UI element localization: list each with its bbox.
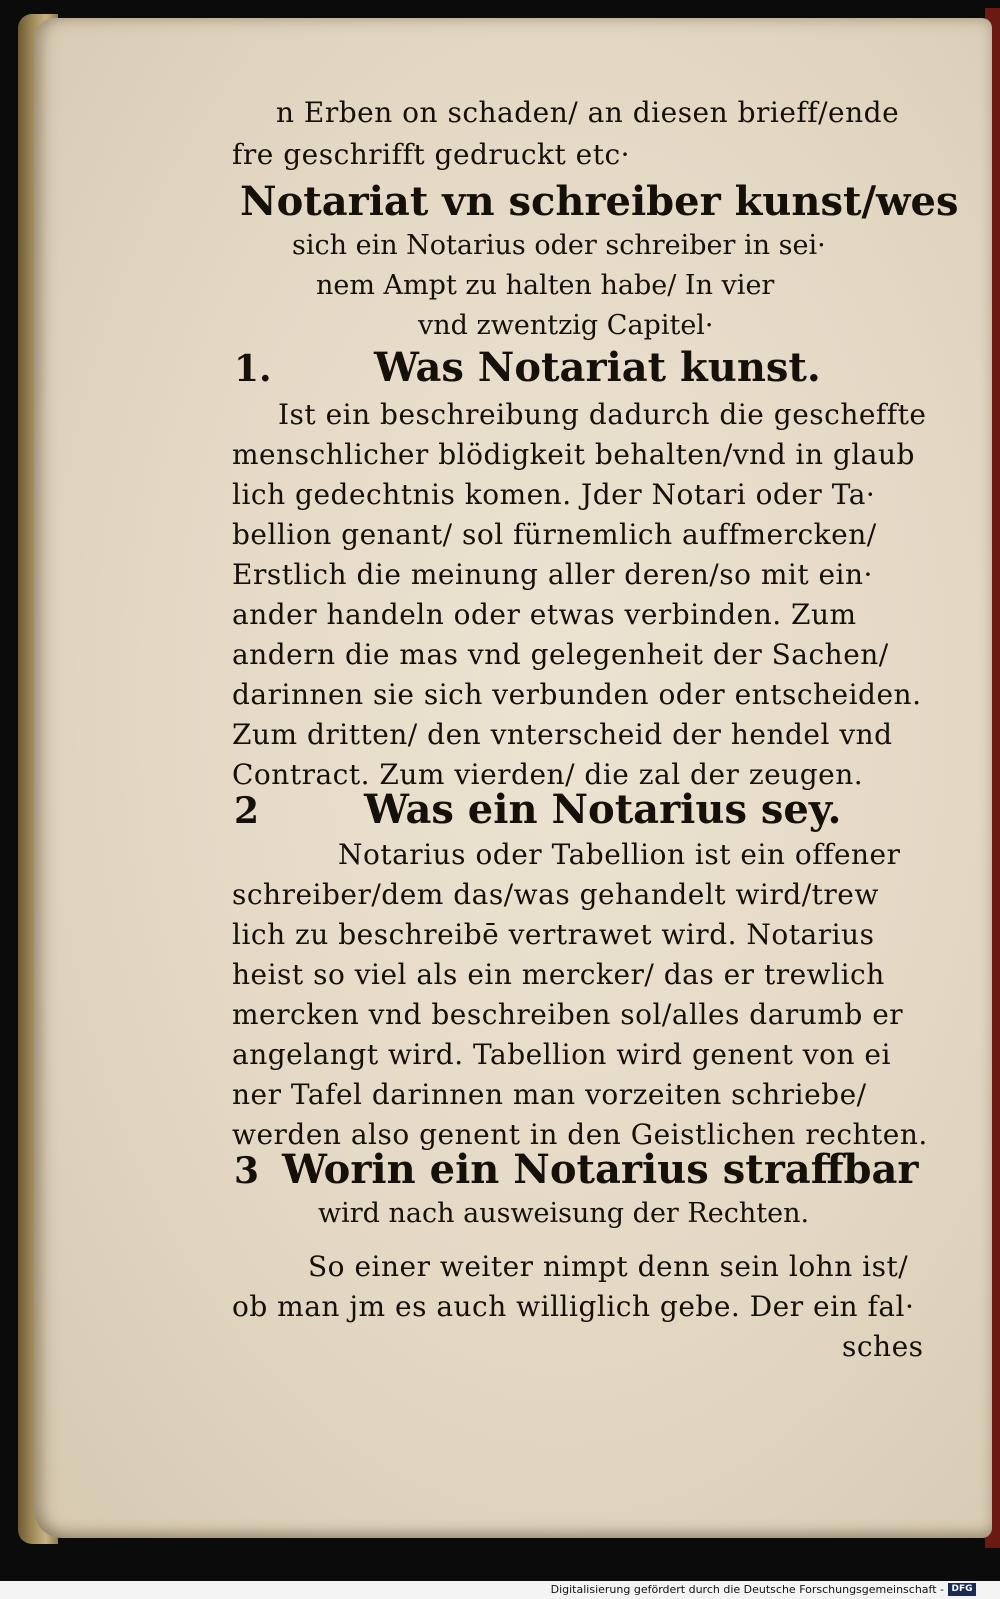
- text-line: fre geschrifft gedruckt etc·: [232, 138, 631, 171]
- text-line: heist so viel als ein mercker/ das er trewlich: [232, 958, 885, 991]
- section-title-continued: sich ein Notarius oder schreiber in sei·: [292, 230, 826, 261]
- section-title: Notariat vn schreiber kunst/wes: [240, 178, 959, 225]
- text-line: angelangt wird. Tabellion wird genent von ei: [232, 1038, 891, 1071]
- text-line: ander handeln oder etwas verbinden. Zum: [232, 598, 857, 631]
- chapter-heading-continued: wird nach ausweisung der Rechten.: [318, 1198, 810, 1229]
- text-line: Zum dritten/ den vnterscheid der hendel vnd: [232, 718, 893, 751]
- text-line: Contract. Zum vierden/ die zal der zeugen.: [232, 758, 864, 791]
- section-title-continued: vnd zwentzig Capitel·: [418, 310, 714, 341]
- text-line: mercken vnd beschreiben sol/alles darumb er: [232, 998, 904, 1031]
- section-title-continued: nem Ampt zu halten habe/ In vier: [316, 270, 775, 301]
- text-line: menschlicher blödigkeit behalten/vnd in glaub: [232, 438, 915, 471]
- chapter-heading: Worin ein Notarius straffbar: [282, 1146, 919, 1193]
- text-line: lich zu beschreibē vertrawet wird. Notarius: [232, 918, 875, 951]
- text-line: Notarius oder Tabellion ist ein offener: [338, 838, 901, 871]
- text-line: andern die mas vnd gelegenheit der Sachen/: [232, 638, 889, 671]
- chapter-number: 3: [234, 1150, 260, 1192]
- text-line: Ist ein beschreibung dadurch die gescheffte: [278, 398, 927, 431]
- text-line: ob man jm es auch williglich gebe. Der ein fal·: [232, 1290, 915, 1323]
- dfg-logo-badge: DFG: [948, 1583, 976, 1596]
- text-line: werden also genent in den Geistlichen rechten.: [232, 1118, 928, 1151]
- text-line: Erstlich die meinung aller deren/so mit ein·: [232, 558, 873, 591]
- text-line: n Erben on schaden/ an diesen brieff/ende: [276, 96, 900, 129]
- text-line: lich gedechtnis komen. Jder Notari oder Ta·: [232, 478, 876, 511]
- catchword: sches: [842, 1330, 924, 1363]
- chapter-number: 2: [234, 790, 260, 832]
- text-line: bellion genant/ sol fürnemlich auffmercken/: [232, 518, 877, 551]
- chapter-number: 1.: [234, 348, 272, 390]
- footer-credit: Digitalisierung gefördert durch die Deutsche Forschungsgemeinschaft -: [550, 1583, 944, 1596]
- text-line: darinnen sie sich verbunden oder entscheiden.: [232, 678, 922, 711]
- text-line: So einer weiter nimpt denn sein lohn ist/: [308, 1250, 909, 1283]
- chapter-heading: Was Notariat kunst.: [374, 344, 821, 391]
- text-line: schreiber/dem das/was gehandelt wird/trew: [232, 878, 879, 911]
- chapter-heading: Was ein Notarius sey.: [364, 786, 842, 833]
- book-page: [34, 18, 992, 1538]
- text-line: ner Tafel darinnen man vorzeiten schriebe/: [232, 1078, 867, 1111]
